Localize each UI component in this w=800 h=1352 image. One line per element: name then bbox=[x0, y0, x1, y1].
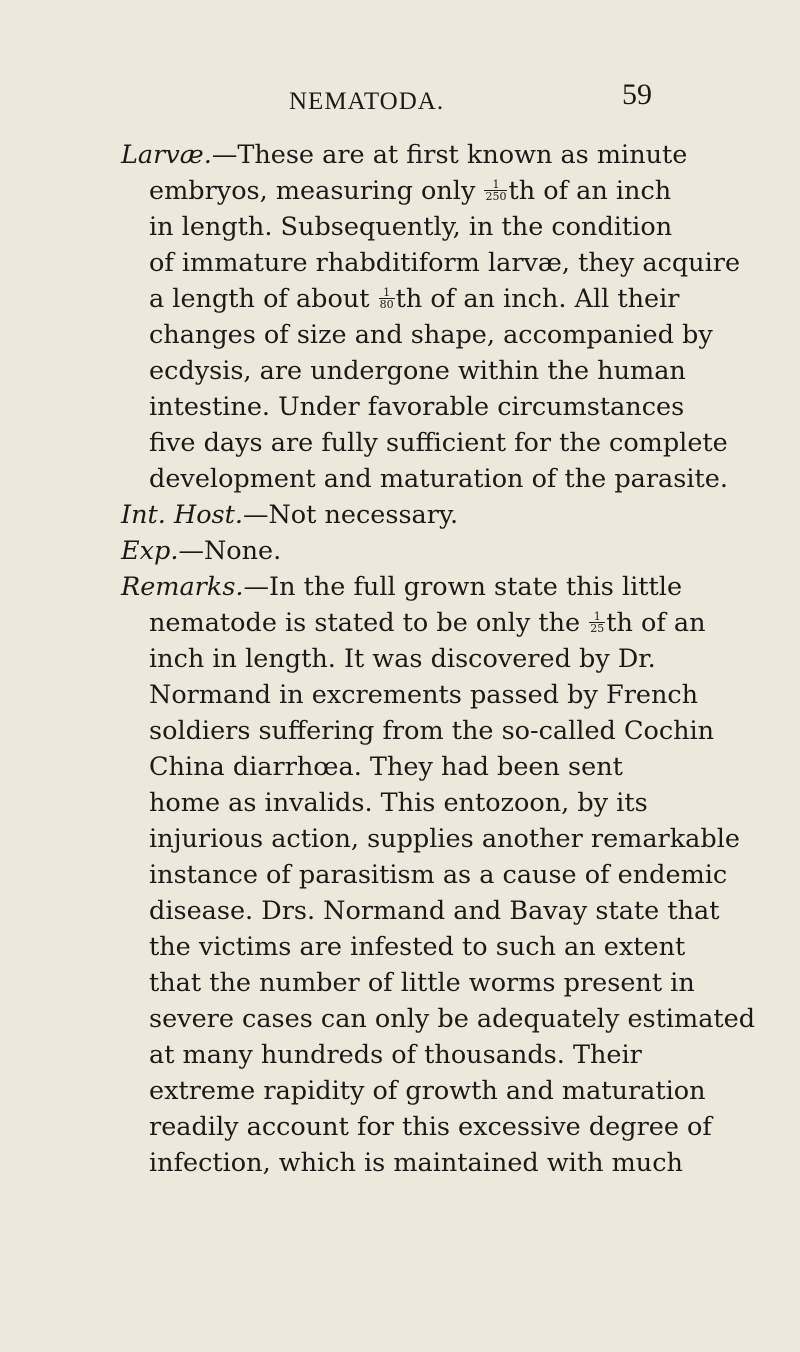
text-line: five days are fully sufficient for the complete bbox=[149, 428, 728, 458]
text-line: home as invalids. This entozoon, by its bbox=[149, 788, 648, 818]
section-label: Int. Host. bbox=[121, 500, 243, 530]
fraction: $\frac{1}{250}$ bbox=[485, 177, 507, 203]
text-line: China diarrhœa. They had been sent bbox=[149, 752, 623, 782]
text-line: instance of parasitism as a cause of endemic bbox=[149, 860, 728, 890]
text-line: inch in length. It was discovered by Dr. bbox=[149, 644, 656, 674]
text-line: development and maturation of the parasite. bbox=[149, 464, 728, 494]
text-line: soldiers suffering from the so-called Cochin bbox=[149, 716, 715, 746]
text-line: the victims are infested to such an extent bbox=[149, 932, 686, 962]
text-line: in length. Subsequently, in the condition bbox=[149, 212, 673, 242]
text-line: intestine. Under favorable circumstances bbox=[149, 392, 685, 422]
text-line: severe cases can only be adequately estimated bbox=[149, 1004, 756, 1034]
text-line: disease. Drs. Normand and Bavay state that bbox=[149, 896, 720, 926]
text-line: injurious action, supplies another remarkable bbox=[149, 824, 740, 854]
text-line: changes of size and shape, accompanied by bbox=[149, 320, 713, 350]
text-line: Remarks.—In the full grown state this little bbox=[121, 572, 683, 602]
text-line: at many hundreds of thousands. Their bbox=[149, 1040, 642, 1070]
text-line: extreme rapidity of growth and maturation bbox=[149, 1076, 706, 1106]
text-line: ecdysis, are undergone within the human bbox=[149, 356, 686, 386]
text-line: readily account for this excessive degree of bbox=[149, 1112, 712, 1142]
text-line: Normand in excrements passed by French bbox=[149, 680, 699, 710]
fraction: $\frac{1}{80}$ bbox=[379, 285, 394, 311]
text-line: Int. Host.—Not necessary. bbox=[121, 500, 459, 530]
text-line: Exp.—None. bbox=[121, 536, 282, 566]
running-head: NEMATODA. bbox=[289, 88, 445, 115]
page-number: 59 bbox=[622, 78, 652, 111]
text-line: embryos, measuring only $\frac{1}{250}$ th of an inch bbox=[149, 176, 672, 206]
text-line: Larvæ.—These are at first known as minute bbox=[121, 140, 688, 170]
section-label: Remarks. bbox=[121, 572, 244, 602]
text-line: infection, which is maintained with much bbox=[149, 1148, 683, 1178]
section-label: Exp. bbox=[121, 536, 179, 566]
section-label: Larvæ. bbox=[121, 140, 212, 170]
text-line: that the number of little worms present in bbox=[149, 968, 695, 998]
text-line: a length of about $\frac{1}{80}$ th of an inch. All their bbox=[149, 284, 680, 314]
text-line: of immature rhabditiform larvæ, they acquire bbox=[149, 248, 741, 278]
fraction: $\frac{1}{25}$ bbox=[590, 609, 605, 635]
text-line: nematode is stated to be only the $\frac{1}{25}$ th of an bbox=[149, 608, 706, 638]
